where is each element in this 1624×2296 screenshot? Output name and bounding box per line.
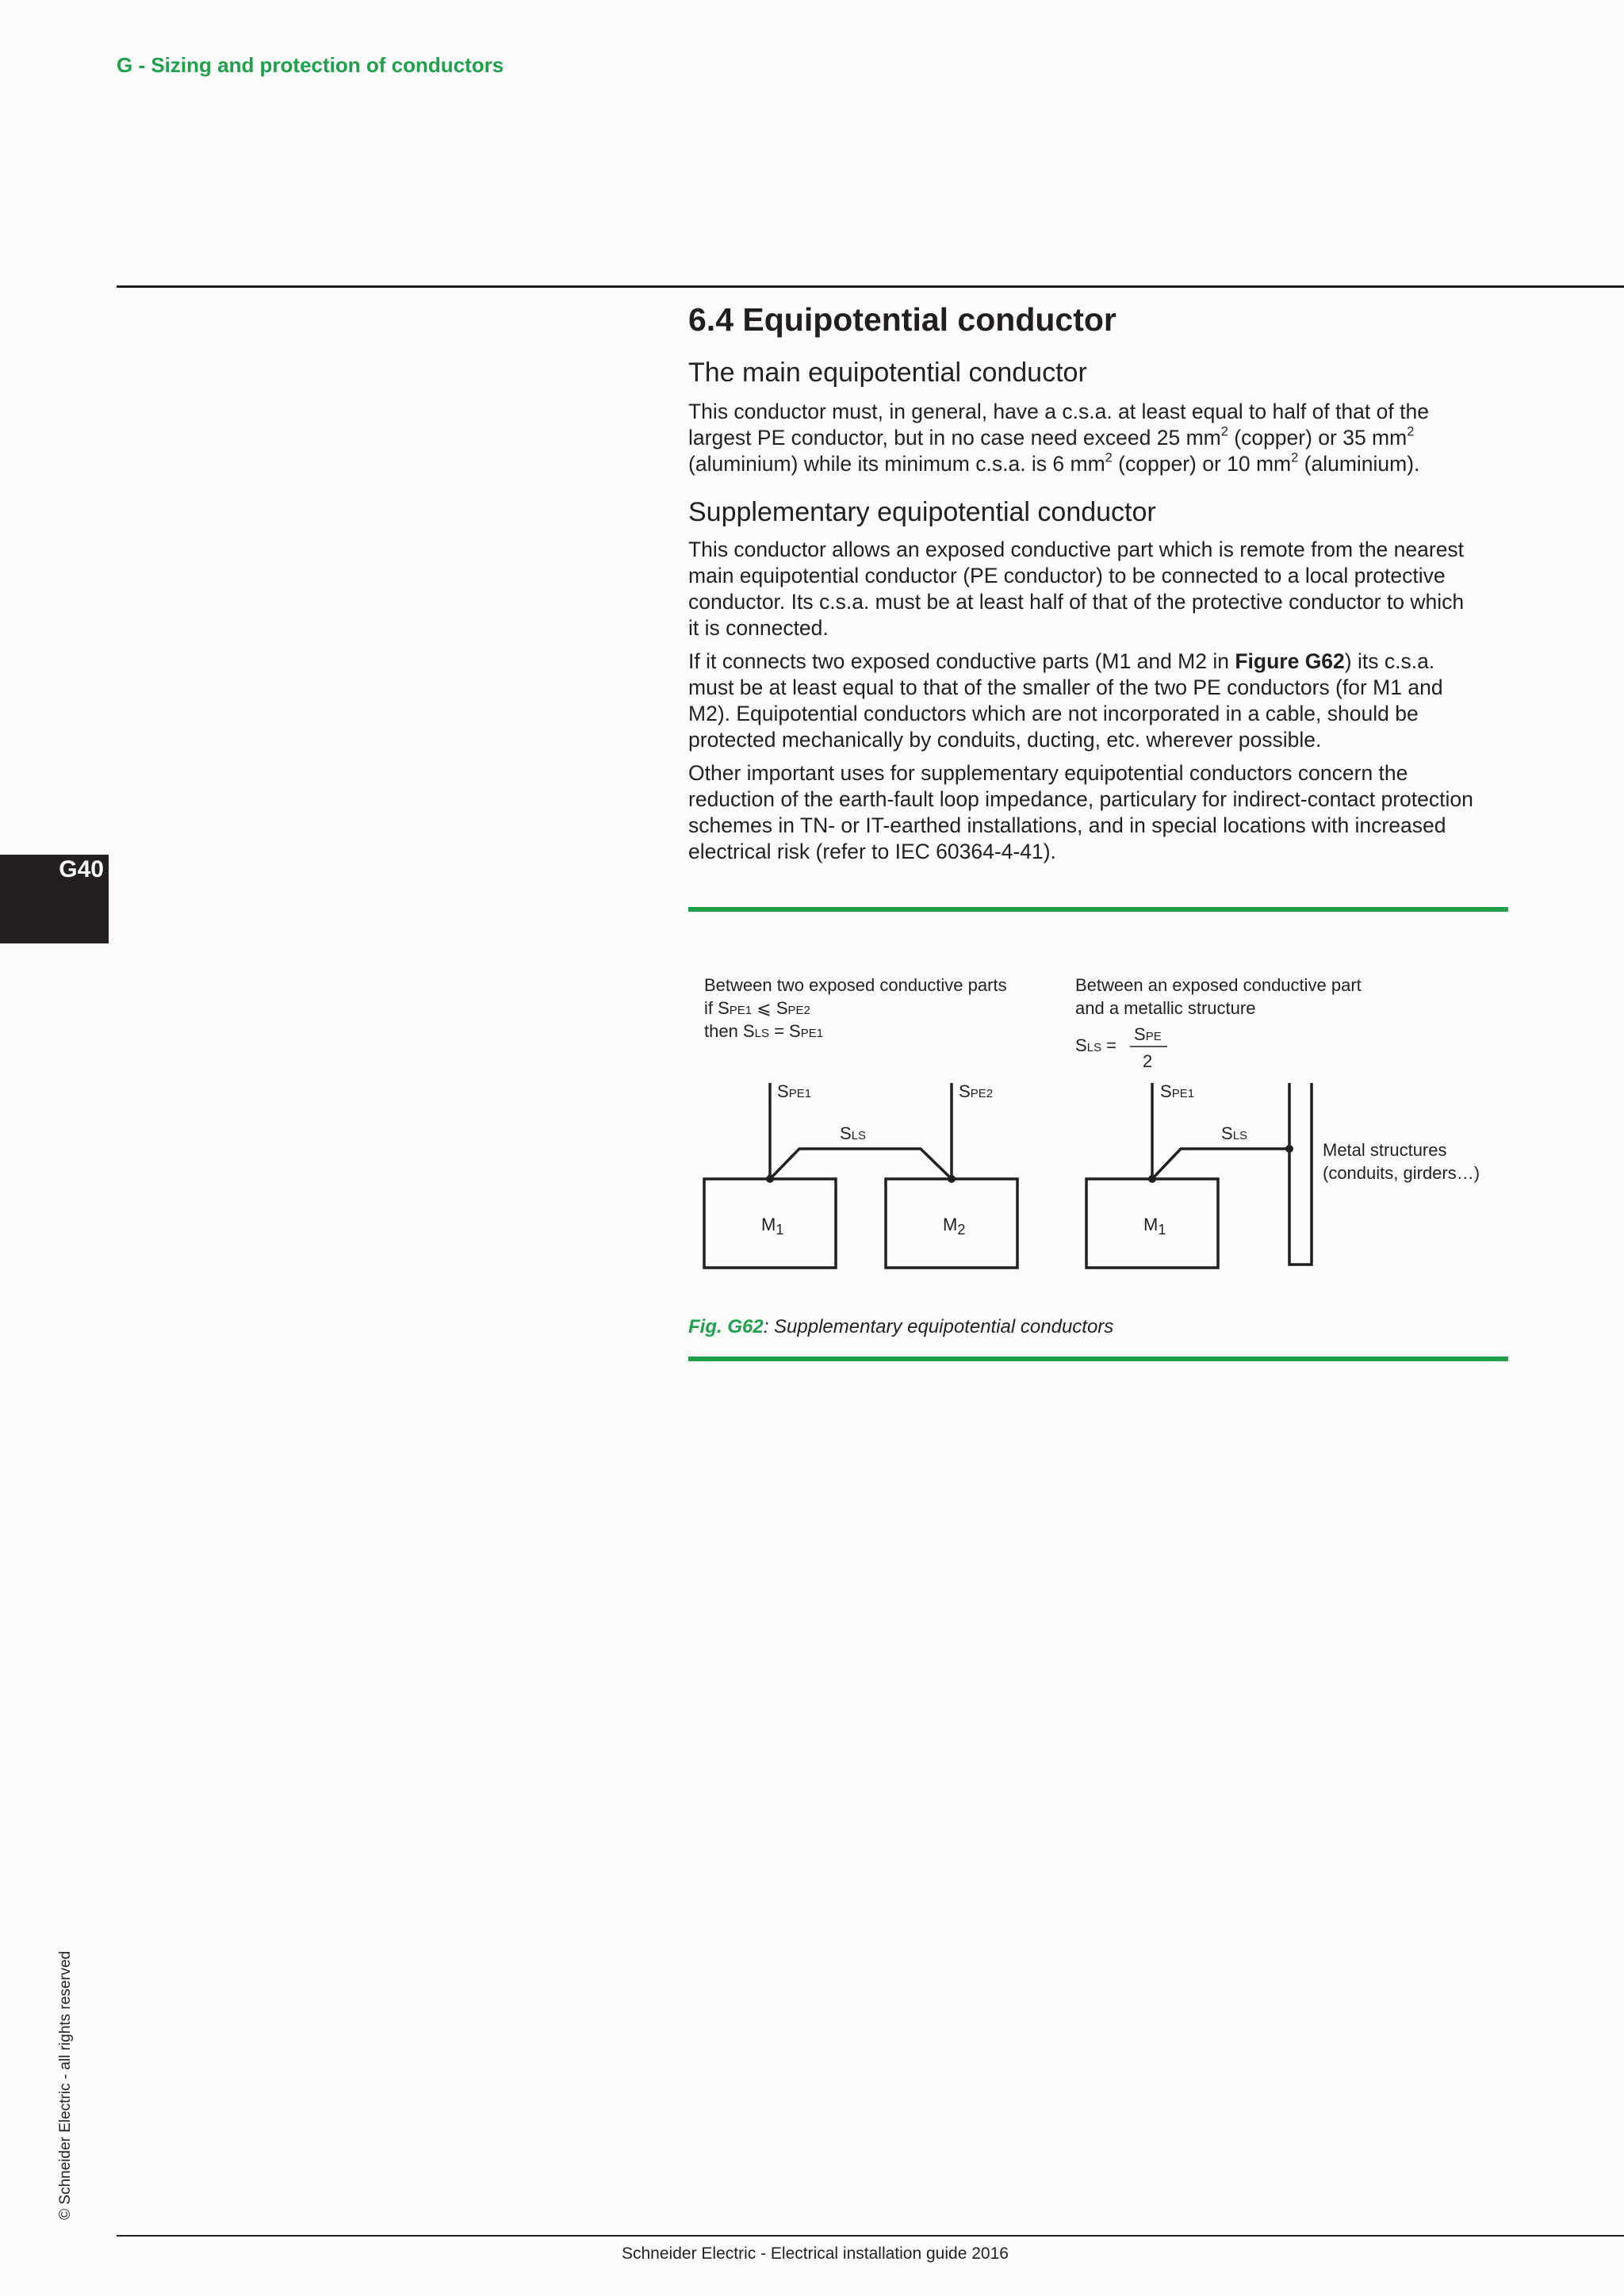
figure-caption [688, 1316, 1113, 1338]
text-line: must be at least equal to that of the smaller of the two PE conductors (for M1 and [688, 675, 1443, 699]
label-sls-right: SLS [1221, 1123, 1248, 1143]
sub-pe1: PE1 [800, 1027, 824, 1040]
formula-numerator: SPE [1134, 1024, 1162, 1044]
junction-dot [948, 1175, 956, 1183]
sub-pe1: PE1 [729, 1004, 753, 1017]
junction-dot [766, 1175, 774, 1183]
label-m2: $M_2$ [943, 1215, 966, 1238]
supplementary-heading: Supplementary equipotential conductor [688, 497, 1156, 527]
text-line: Other important uses for supplementary equipotential conductors concern the [688, 761, 1408, 785]
left-panel-result [704, 1021, 823, 1041]
label-m1: $M_1$ [761, 1215, 784, 1238]
text-line: electrical risk (refer to IEC 60364-4-41). [688, 840, 1056, 863]
right-panel-title-2: and a metallic structure [1075, 998, 1256, 1018]
copyright-notice: © Schneider Electric - all rights reserved [57, 1950, 74, 2220]
text-line: protected mechanically by conduits, ducting, etc. wherever possible. [688, 728, 1322, 752]
text-line: (aluminium) while its minimum c.s.a. is 6 $mm^2$ (copper) or 10 $mm^2$ (aluminium). [688, 450, 1420, 476]
label-m1-right: $M_1$ [1143, 1215, 1166, 1238]
supplementary-paragraph [688, 760, 1529, 865]
text-line: M2). Equipotential conductors which are not incorporated in a cable, should be [688, 702, 1419, 725]
page-number: G40 [59, 856, 104, 882]
text-line: main equipotential conductor (PE conductor) to be connected to a local protective [688, 564, 1446, 587]
footer-rule [117, 2235, 1624, 2237]
metal-structure [1289, 1083, 1312, 1265]
main-equipotential-text [688, 399, 1529, 477]
figure-reference: Fig. G62 [688, 1316, 764, 1337]
text-line: This conductor must, in general, have a c.s.a. at least equal to half of that of the [688, 400, 1429, 423]
running-header: G - Sizing and protection of conductors [117, 53, 504, 77]
figure-g62-diagram [688, 951, 1529, 1284]
figure-caption-text: : Supplementary equipotential conductors [763, 1316, 1114, 1337]
section-title: 6.4 Equipotential conductor [688, 301, 1116, 338]
metal-structures-label-2: (conduits, girders…) [1323, 1163, 1480, 1183]
result-then: then S [704, 1021, 755, 1041]
figure-top-rule [688, 907, 1508, 912]
right-panel-title-1: Between an exposed conductive part [1075, 975, 1362, 995]
formula-lhs: SLS = [1075, 1035, 1117, 1055]
result-eq: = S [768, 1021, 801, 1041]
sub-pe2: PE2 [787, 1004, 810, 1017]
sub-ls: LS [754, 1027, 769, 1040]
text-line: it is connected. [688, 616, 829, 640]
text-line: If it connects two exposed conductive parts (M1 and M2 in Figure G62) its c.s.a. [688, 649, 1435, 673]
junction-dot [1285, 1145, 1293, 1153]
figure-bottom-rule [688, 1357, 1508, 1361]
supplementary-paragraph [688, 537, 1529, 641]
sls-conductor [770, 1149, 952, 1179]
text-line: This conductor allows an exposed conductive part which is remote from the nearest [688, 538, 1465, 561]
text-line: schemes in TN- or IT-earthed installations, and in special locations with increased [688, 813, 1446, 837]
metal-structures-label-1: Metal structures [1323, 1140, 1447, 1160]
label-spe1-right: SPE1 [1160, 1081, 1195, 1101]
left-panel-condition [704, 998, 810, 1018]
main-equipotential-heading: The main equipotential conductor [688, 358, 1087, 388]
condition-if: if S [704, 998, 730, 1018]
condition-op: ⩽ S [752, 998, 788, 1018]
label-spe2: SPE2 [959, 1081, 994, 1101]
left-panel-title: Between two exposed conductive parts [704, 975, 1007, 995]
text-line: conductor. Its c.s.a. must be at least half of that of the protective conductor to which [688, 590, 1465, 614]
text-line: largest PE conductor, but in no case need exceed 25 $mm^2$ (copper) or 35 $mm^2$ [688, 424, 1415, 450]
junction-dot [1148, 1175, 1156, 1183]
label-spe1: SPE1 [777, 1081, 812, 1101]
sls-conductor-right [1152, 1149, 1289, 1179]
text-line: reduction of the earth-fault loop impedance, particulary for indirect-contact protection [688, 787, 1473, 811]
page-tab [0, 855, 109, 943]
footer-publication: Schneider Electric - Electrical installation guide 2016 [622, 2244, 1009, 2263]
formula-denominator: 2 [1143, 1051, 1153, 1071]
header-rule [117, 285, 1624, 288]
label-sls: SLS [840, 1123, 867, 1143]
supplementary-paragraph [688, 649, 1529, 753]
